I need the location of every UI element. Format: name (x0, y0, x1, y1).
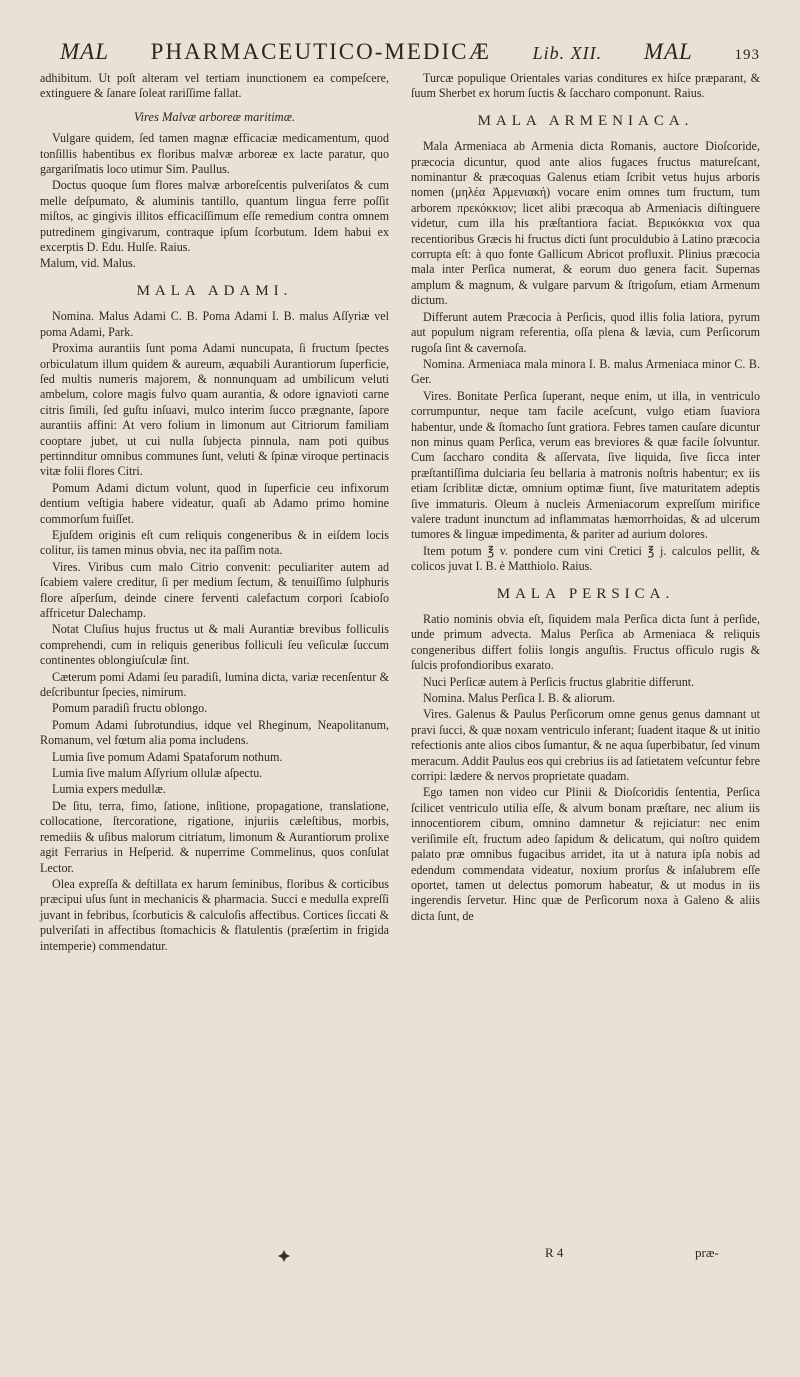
section-heading: MALA ARMENIACA. (477, 112, 694, 129)
running-head-book: Lib. XII. (532, 43, 603, 63)
section-heading: MALA ADAMI. (136, 282, 293, 299)
paragraph: Pomum paradiſi fructu oblongo. (52, 701, 208, 716)
paragraph: Pomum Adami ſubrotundius, idque vel Rheginum, Neapolitanum, Romanum, vel fœtum alia poma includens. (40, 717, 389, 748)
paragraph: Doctus quoque ſum flores malvæ arboreſcentis pulveriſatos & cum melle deſpumato, & aluminis tantillo, quantum lingua ferre poſſit miſtos, ac gingivis illitos efficaciſſimum eſſe remedium contra omnem putredinem gingivarum, contraque ipſum ſcorbutum. Idem habui ex excerptis D. Edu. Hulſe. Raius. (40, 178, 389, 255)
paragraph: Differunt autem Præcocia à Perſicis, quod illis folia latiora, pyrum aut populum nigram referentia, oſſa plena & lævia, cum Perſicorum rugoſa ſint & cavernoſa. (411, 309, 760, 355)
paragraph: Nomina. Malus Adami C. B. Poma Adami I. B. malus Aſſyriæ vel poma Adami, Park. (40, 309, 389, 339)
paragraph: adhibitum. Ut poſt alteram vel tertiam inunctionem ea compeſcere, extinguere & ſanare ſoleat rariſſime fallat. (40, 71, 389, 101)
paragraph: Pomum Adami dictum volunt, quod in ſuperficie ceu infixorum dentium veſtigia habere videatur, quaſi ab Adamo primo homine commorſum fuiſſet. (40, 480, 389, 526)
running-head-right: MAL (643, 39, 693, 64)
page-number: 193 (734, 47, 760, 63)
catchword: præ- (695, 1245, 719, 1260)
section-heading: MALA PERSICA. (496, 585, 675, 602)
paragraph: Ratio nominis obvia eſt, ſiquidem mala Perſica dicta ſunt à perſide, unde primum advecta. Malus Perſica ab Armeniaca & reliquis congeneribus differt foliis longis anguſtis. Fructus officulo rugis & ſulcis profondioribus exarato. (411, 612, 760, 673)
signature-mark: R 4 (545, 1245, 564, 1260)
running-head-left: MAL (60, 39, 109, 64)
paragraph: De ſitu, terra, fimo, ſatione, inſitione, propagatione, translatione, collocatione, ſtercoratione, rigatione, injuriis cæleſtibus, morbis, remediis & uſibus malorum citriatum, limonum & Aurantiorum prolixe agit Ferrarius in Heſperid. & nuperrime Commelinus, quos conſulat Lector. (40, 798, 389, 875)
running-head-title: PHARMACEUTICO-MEDICÆ (150, 39, 491, 64)
running-head (60, 40, 760, 63)
paragraph: Turcæ populique Orientales varias conditures ex hiſce præparant, & ſuum Sherbet ex horum ſuctis & ſaccharo componunt. Raius. (411, 71, 760, 101)
paragraph: Malum, vid. Malus. (40, 256, 136, 271)
paragraph: Item potum ℥ v. pondere cum vini Cretici ℥ j. calculos pellit, & colicos juvat I. B. è Matthiolo. Raius. (411, 543, 760, 574)
paragraph: Ego tamen non video cur Plinii & Dioſcoridis ſententia, Perſica ſcilicet ventriculo utilia eſſe, & alvum bonam præſtare, nec alium iis innocentiorem cibum, omnino damnetur & rejiciatur: nec enim veriſimile eſt, fructum adeo ſapidum & delicatum, qui noſtro quidem palato præ omnibus fugacibus arridet, ita ut à natura ipſa nobis ad edendum commendata videatur, noxium prorſus & inſalubrem eſſe oportet, tamen ut delectus pomorum habeatur, & ut modus in iis ingerendis ſervetur. Hinc quæ de Perſicorum noxa à Galeno & aliis dicta ſunt, de (411, 785, 760, 923)
paragraph: Proxima aurantiis ſunt poma Adami nuncupata, ſi fructum ſpectes orbiculatum illum quidem & aureum, æquabili Aurantiorum ſuperficie, ſed multis numeris majorem, & nonnunquam ad umbilicum veluti ambelum, colore magis fulvo quam aurantia, & odore ignavioti carne citris ſimili, ſed guſtu inſuavi, mulco interim ſucco prægnante, ſapore aurantiis affini: At vero folium in limonum aut Citriorum familiam cooptare jubet, ut cui nulla ſubjecta pinnula, nam poti quibus pertinnditur omnibus communes ſunt, veluti & ſpinæ viroque pertinacis vitæ folii flores Citri. (40, 341, 389, 479)
paragraph: Nomina. Armeniaca mala minora I. B. malus Armeniaca minor C. B. Ger. (411, 356, 760, 387)
page-footer (0, 1245, 800, 1265)
right-column (411, 71, 760, 955)
left-column (40, 71, 389, 955)
paragraph: Nuci Perſicæ autem à Perſicis fructus glabritie differunt. (423, 674, 695, 689)
paragraph: Lumia expers medullæ. (52, 782, 166, 797)
paragraph: Notat Cluſius hujus fructus ut & mali Aurantiæ brevibus folliculis comprehendi, cum in reliquis generibus folliculi ſeu veſiculæ ſuccum continentes oblongiuſculæ ſint. (40, 622, 389, 668)
text-columns (40, 71, 760, 955)
paragraph: Vires. Bonitate Perſica ſuperant, neque enim, ut illa, in ventriculo corrumpuntur, neque tam facile aceſcunt, vulgo etiam ſuaviora habentur, unde & ſtomacho ſunt gratiora. Febres tamen cauſare dicuntur non minus quam Perſica, verum eas breviores & quæ facile ſolvuntur. Cum ſaccharo condita & aſſervata, ſive liquida, ſive ſicca inter præſtantiſſima dulciaria ſeu bellaria à matronis noſtris habentur; ex iis etiam ſcriblitæ dictæ, omnium optimæ fiunt, ſive maturitatem adeptis ſive immaturis. Oleum à nucleis Armeniacorum expreſſum mirifice valere tradunt inunctum ad inflammatas hæmorrhoidas, & ad ulcerum tumores & linguæ impedimenta, & pariter ad aurium dolores. (411, 388, 760, 542)
paragraph: Ejuſdem originis eſt cum reliquis congeneribus & in eiſdem locis colitur, iis tamen minus obvia, nec ita paſſim nota. (40, 527, 389, 558)
paragraph: Mala Armeniaca ab Armenia dicta Romanis, auctore Dioſcoride, præcocia dicuntur, quod ante alios fugaces fructus matureſcant, nominantur & præcoquas Galenus etiam ſcribit vetus hujus arboris nomen (μηλέα Ἀρμενιακή) vocare enim omnes tum fructum, tum arborem πρεκόκκιον; licet alibi præcoqua ab Armeniacis diſtinguere videtur, cum illa his præſtantiora faciat. Βερικόκκια vox qua recentioribus Græcis hi fructus dicti ſunt proculdubio à Latino præcocia corrupta eſt: à quo fonte Gallicum Abricot profluxit. Plinius præcocia mala inter Perſica numerat, & eorum duo genera facit. Supernas amplum & magnum, & vulgare parvum & ſtrigoſum, etiam Armenum dictum. (411, 139, 760, 308)
paragraph: Lumia ſive malum Aſſyrium ollulæ aſpectu. (52, 766, 263, 781)
fleuron-ornament-icon (278, 1250, 290, 1262)
subheading: Vires Malvæ arboreæ maritimæ. (133, 109, 296, 124)
paragraph: Nomina. Malus Perſica I. B. & aliorum. (423, 691, 616, 706)
paragraph: Vires. Viribus cum malo Citrio convenit: peculiariter autem ad ſcabiem valere creditur, ſi per medium ſectum, & tenuiſſimo ſulphuris flore aſperſum, deinde cinere ferventi calefactum corpori ſcabioſo affricetur Dalechamp. (40, 559, 389, 620)
paragraph: Vulgare quidem, ſed tamen magnæ efficaciæ medicamentum, quod tonſillis habentibus ex floribus malvæ arboreæ ex lacte paratur, quo gargariſmatis loco utimur Sim. Paullus. (40, 131, 389, 177)
paragraph: Lumia ſive pomum Adami Spataforum nothum. (52, 749, 283, 764)
paragraph: Olea expreſſa & deſtillata ex harum ſeminibus, floribus & corticibus præcipui uſus ſunt in mechanicis & pharmacia. Succi e medulla expreſſi juvant in febribus, ſcorbuticis & calculoſis affectibus. Cortices ſiccati & pulveriſati in affectibus ſtomachicis & flatulentis (præſertim in frigida intemperie) commendatur. (40, 876, 389, 953)
paragraph: Vires. Galenus & Paulus Perſicorum omne genus genus damnant ut pravi ſucci, & quæ noxam ventriculo inferant; ſuadent itaque & ut initio refectionis ante alios cibos ſumantur, & ne aqua ſuperbibatur, ſed vinum meracum. Addit Paulus eos qui crebrius iis ad ſatietatem veſcuntur febre corripi: lædere & nervos proprietate quadam. (411, 707, 760, 784)
paragraph: Cæterum pomi Adami ſeu paradiſi, lumina dicta, variæ recenſentur & deſcribuntur ſpecies, nimirum. (40, 669, 389, 700)
